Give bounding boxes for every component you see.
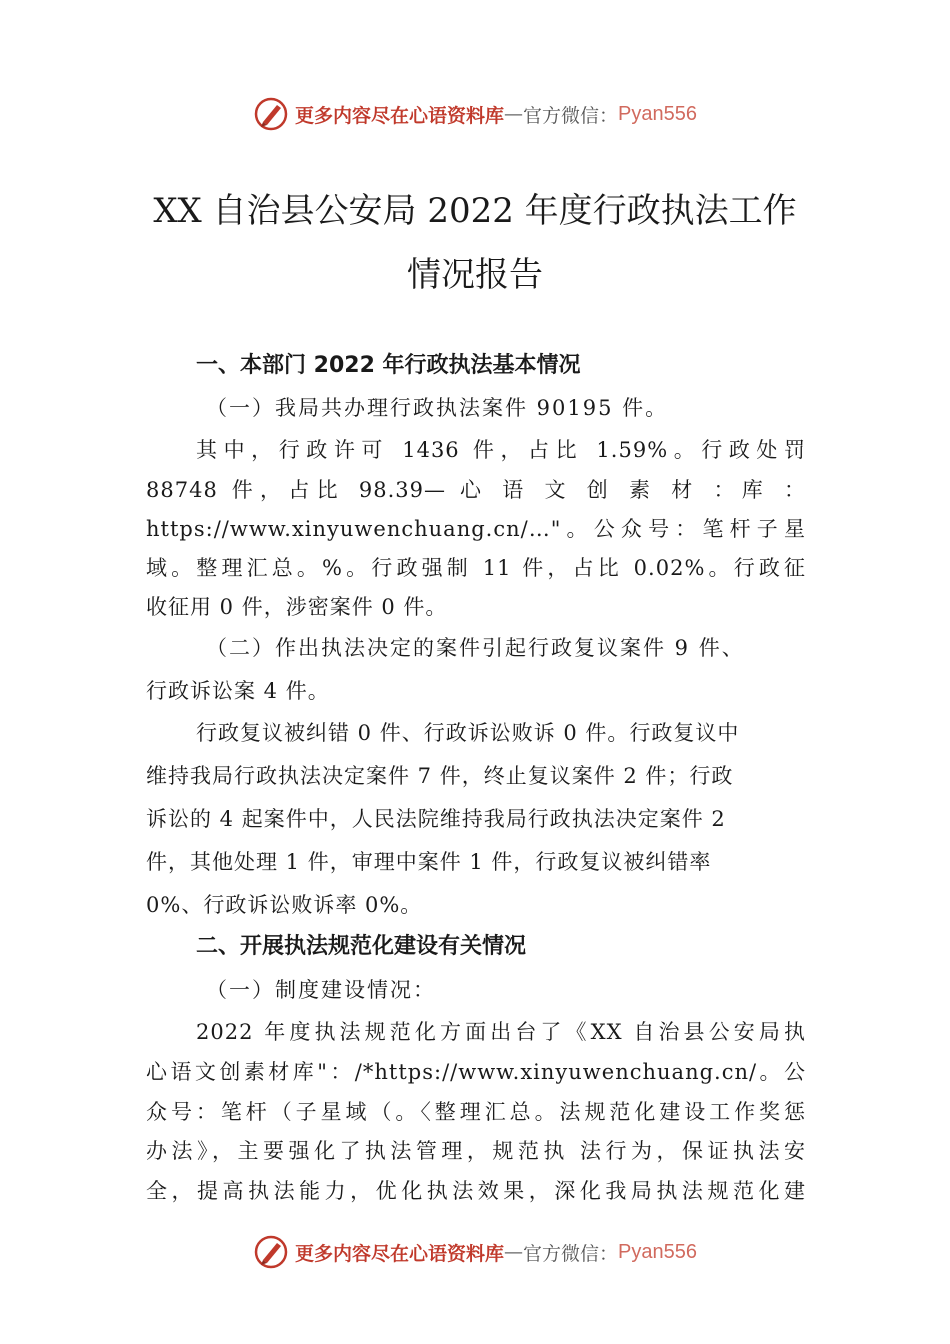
watermark-separator: — (504, 103, 524, 125)
paragraph-line: 心语文创素材库"：/*https://www.xinyuwenchuang.cn/。公 (146, 1060, 806, 1084)
document-title-line-2: 情况报告 (407, 255, 543, 295)
pen-logo-icon (253, 1234, 289, 1270)
watermark-brand: 更多内容尽在心语资料库 (295, 1242, 505, 1265)
section-2-heading: 二、开展执法规范化建设有关情况 (196, 934, 527, 959)
header-watermark-banner (0, 94, 950, 134)
section-1-subheading-2-cont: 行政诉讼案 4 件。 (146, 679, 330, 703)
paragraph-line: 其中，行政许可 1436 件，占比 1.59%。行政处罚 (196, 438, 806, 462)
watermark-brand: 更多内容尽在心语资料库 (295, 104, 505, 127)
pen-logo-icon (253, 96, 289, 132)
paragraph-line: 88748 件，占比 98.39— 心 语 文 创 素 材 ：库 ： (146, 478, 806, 502)
section-2-subheading-1: （一）制度建设情况： (206, 978, 436, 1002)
paragraph-line: 诉讼的 4 起案件中，人民法院维持我局行政执法决定案件 2 (146, 807, 726, 831)
section-1-subheading-2: （二）作出执法决定的案件引起行政复议案件 9 件、 (206, 636, 745, 660)
paragraph-line: 域。整理汇总。%。行政强制 11 件，占比 0.02%。行政征 (146, 556, 806, 580)
footer-watermark-banner (0, 1232, 950, 1272)
document-title-line-1: XX 自治县公安局 2022 年度行政执法工作 (153, 191, 797, 231)
paragraph-line: 维持我局行政执法决定案件 7 件，终止复议案件 2 件；行政 (146, 764, 734, 788)
watermark-wechat-label: 官方微信： (523, 1242, 619, 1265)
paragraph-line: 2022 年度执法规范化方面出台了《XX 自治县公安局执 (196, 1020, 806, 1044)
paragraph-line: 众号：笔杆（子星域（。〈整理汇总。法规范化建设工作奖惩 (146, 1100, 806, 1124)
paragraph-line: 全，提高执法能力，优化执法效果，深化我局执法规范化建 (146, 1179, 806, 1203)
watermark-separator: — (504, 1241, 524, 1263)
section-1-subheading-1: （一）我局共办理行政执法案件 90195 件。 (206, 396, 669, 420)
paragraph-line: 办法》，主要强化了执法管理，规范执 法行为，保证执法安 (146, 1139, 806, 1163)
paragraph-line: 行政复议被纠错 0 件、行政诉讼败诉 0 件。行政复议中 (196, 721, 740, 745)
paragraph-line: 0%、行政诉讼败诉率 0%。 (146, 893, 423, 917)
section-1-heading: 一、本部门 2022 年行政执法基本情况 (196, 353, 581, 378)
watermark-wechat-id: Pyan556 (618, 102, 697, 125)
watermark-wechat-id: Pyan556 (618, 1240, 697, 1263)
watermark-wechat-label: 官方微信： (523, 104, 619, 127)
paragraph-line: 收征用 0 件，涉密案件 0 件。 (146, 595, 448, 619)
paragraph-line: 件，其他处理 1 件，审理中案件 1 件，行政复议被纠错率 (146, 850, 712, 874)
paragraph-line: https://www.xinyuwenchuang.cn/…"。公众号：笔杆子星 (146, 517, 806, 541)
